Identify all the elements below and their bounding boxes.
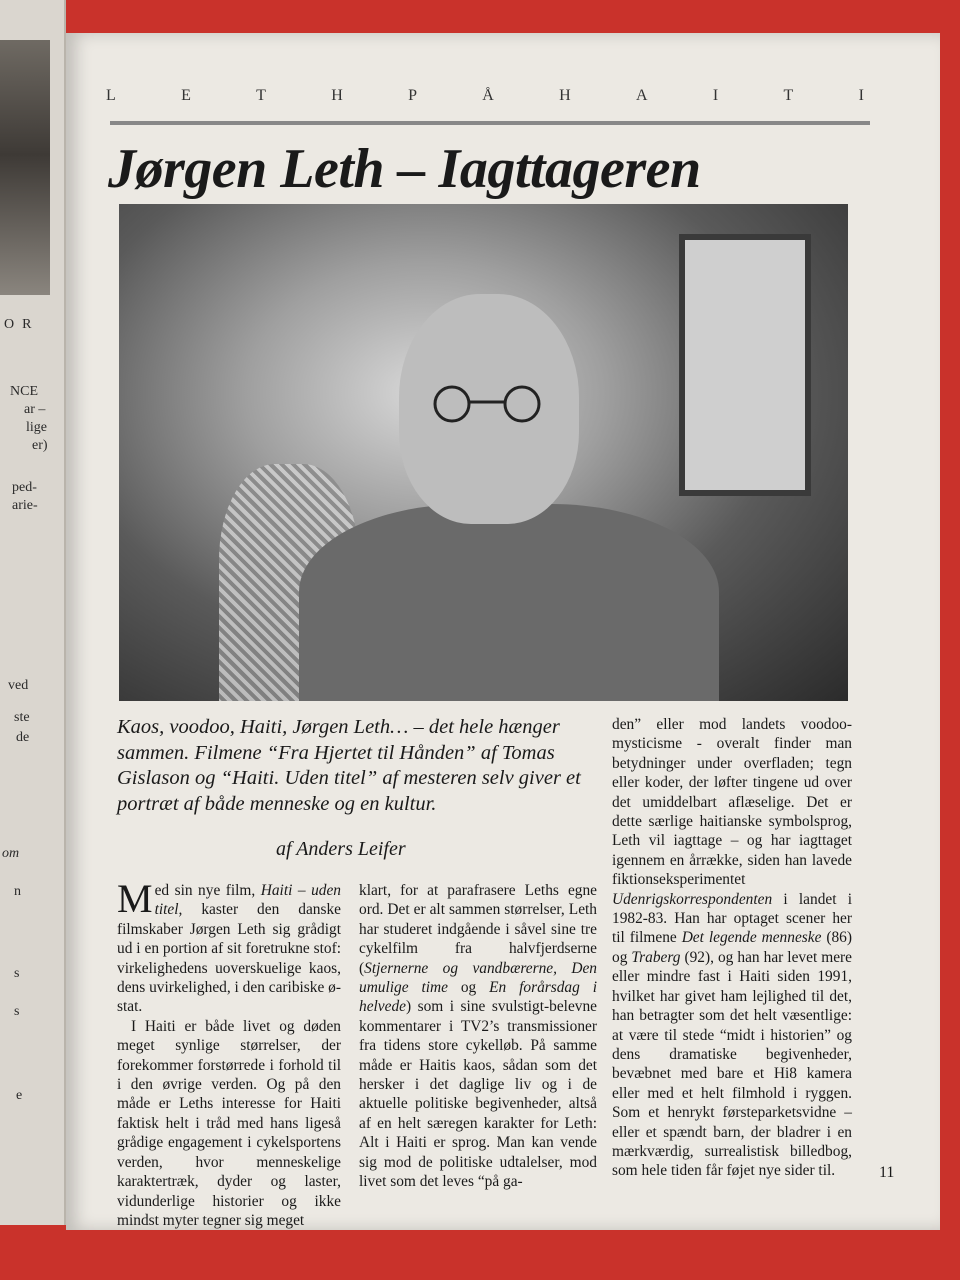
- kicker-letter: E: [181, 87, 193, 104]
- page-number: 11: [879, 1164, 895, 1181]
- text-column-3: [612, 715, 852, 1181]
- previous-page-fragment: ste: [14, 710, 30, 725]
- paragraph: [612, 715, 852, 1181]
- text-run: den” eller mod landets voodoo-mysticisme - overalt finder man betydninger under overfladen; tegn eller koder, der løfter tingene ud over det umiddelbart aflæselige. Det er dette særlige haitianske symbolsprog, Leth vil iagttage – og har iagttaget igennem en årrække, siden han lavede fiktionseksperimentet: [612, 716, 852, 889]
- kicker-rule: [110, 121, 870, 125]
- section-kicker: [106, 87, 866, 105]
- article-byline: af Anders Leifer: [276, 838, 406, 860]
- paragraph: [359, 881, 597, 1192]
- kicker-letter: I: [712, 87, 721, 104]
- text-run: ed sin nye film,: [154, 882, 261, 899]
- previous-page-fragment: ved: [8, 678, 29, 693]
- kicker-letter: H: [559, 87, 573, 104]
- film-title: Traberg: [631, 948, 681, 966]
- text-run: (92), og han har levet mere eller mindre fast i Haiti siden 1991, hvilket har givet ham lejlighed til det, han betragter som det helt væsentlige: at være til stede “midt i historien” og dens dramatiske begivenheder, bevæbnet med bare et Hi8 kamera eller med et helt filmhold i ryggen. Som et henrykt førsteparketsvidne – eller et spændt barn, der bladrer i en mærkværdig, surrealistisk billedbog, som hele tiden får føjet nye sider til.: [612, 948, 852, 1180]
- text-run: og: [447, 979, 490, 997]
- photo-window: [679, 234, 811, 496]
- photo-shirt: [299, 504, 719, 701]
- film-title: Udenrigskorrespondenten: [612, 890, 773, 908]
- previous-page-fragment: s: [14, 1004, 20, 1019]
- previous-page-fragment: lige: [26, 420, 47, 435]
- kicker-letter: H: [331, 87, 345, 104]
- kicker-letter: L: [106, 87, 118, 104]
- text-run: klart, for at parafrasere Leths egne ord. Det er alt sammen størrelser, Leth har studeret indgående i såvel sine tre cykelfilm fra halvfjerdserne (: [359, 882, 597, 977]
- previous-page-photo: [0, 40, 50, 295]
- article-headline: Jørgen Leth – Iagttageren: [108, 138, 701, 200]
- previous-page-fragment: e: [16, 1088, 23, 1103]
- magazine-page: [66, 33, 940, 1230]
- film-title: En forårsdag i helvede: [359, 979, 597, 1016]
- previous-page-fragment: n: [14, 884, 21, 899]
- paragraph: [117, 876, 341, 1017]
- text-run: ) som i sine svulstigt-belevne kommentarer i TV2’s transmissioner fra tidens store cykelløb. På samme måde er Haitis kaos, sådan som det hersker i det daglige liv og i de aktuelle politiske begivenheder, altså af en helt særegen karakter for Leth: Alt i Haiti er sprog. Man kan vende sig mod de politiske udtalelser, mod livet som det leves “på ga-: [359, 998, 597, 1191]
- kicker-letter: T: [783, 87, 796, 104]
- previous-page: [0, 0, 66, 1225]
- kicker-letter: I: [858, 87, 866, 104]
- previous-page-fragment: er): [32, 438, 48, 453]
- drop-cap: M: [117, 876, 153, 921]
- article-lede: Kaos, voodoo, Haiti, Jørgen Leth… – det hele hænger sammen. Filmene “Fra Hjertet til Hånden” af Tomas Gislason og “Haiti. Uden titel” af mesteren selv giver et portræt af både menneske og en kultur.: [117, 716, 581, 815]
- previous-page-fragment: OR: [4, 317, 40, 332]
- previous-page-fragment: NCE: [10, 384, 38, 399]
- kicker-letter: T: [256, 87, 268, 104]
- paragraph: I Haiti er både livet og døden meget synlige størrelser, der forekommer forstørrede i forhold til i den øvrige verden. Og på den måde er Leths interesse for Haiti faktisk helt i tråd med hans ligeså grådige engagement i cykelsportens verden, hvor menneskelige karaktertræk, dyder og laster, vidunderlige historier og ikke mindst myter tegner sig meget: [117, 1017, 341, 1229]
- kicker-letter: A: [636, 87, 650, 104]
- portrait-photo: [119, 204, 848, 701]
- previous-page-fragment: ar –: [24, 402, 46, 417]
- previous-page-fragment: ped-: [12, 480, 37, 495]
- text-column-2: [359, 881, 597, 1192]
- text-run: i landet i 1982-83. Han har optaget scener her til filmene: [612, 890, 852, 947]
- film-title: Stjernerne og vandbærerne, Den umulige time: [359, 959, 597, 997]
- photo-glasses: [417, 384, 557, 424]
- previous-page-fragment: om: [2, 846, 20, 861]
- film-title: Haiti – uden titel,: [154, 882, 341, 919]
- kicker-letter: P: [408, 87, 419, 104]
- text-run: kaster den danske filmskaber Jørgen Leth sig grådigt ud i en portion af sit foretrukne stof: virkelighedens uoverskuelige kaos, dens uvirkelighed, i den caribiske ø-stat.: [117, 901, 341, 1016]
- film-title: Det legende menneske: [681, 929, 822, 947]
- text-column-1: [117, 876, 341, 1230]
- previous-page-fragment: arie-: [12, 498, 38, 513]
- text-run: (86) og: [612, 929, 853, 966]
- previous-page-fragment: s: [14, 966, 20, 981]
- previous-page-fragment: de: [16, 730, 30, 745]
- kicker-letter: Å: [482, 87, 496, 104]
